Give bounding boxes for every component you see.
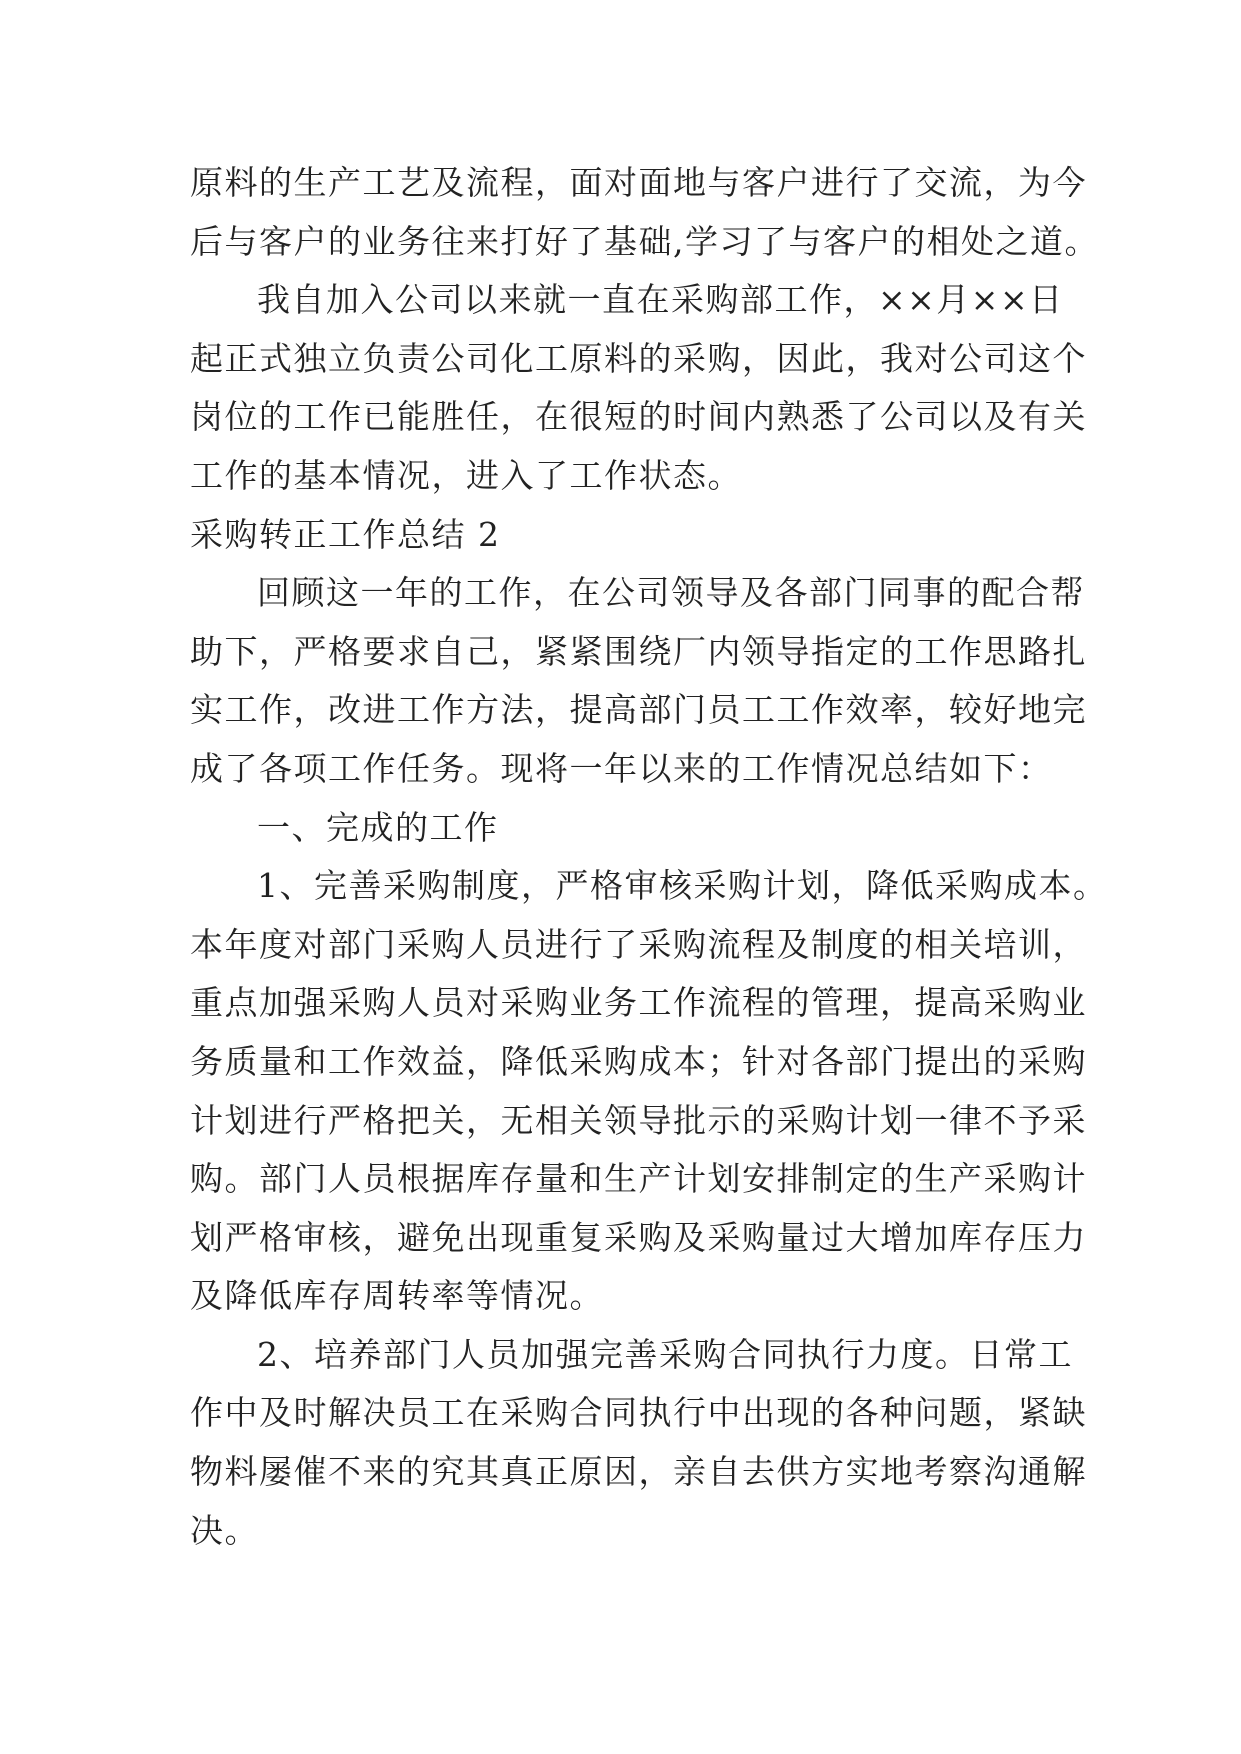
text-line: 物料屡催不来的究其真正原因，亲自去供方实地考察沟通解 xyxy=(190,1452,1087,1492)
text-line: 计划进行严格把关，无相关领导批示的采购计划一律不予采 xyxy=(190,1100,1087,1140)
paragraph-start-line: 1、完善采购制度，严格审核采购计划，降低采购成本。 xyxy=(257,866,1108,906)
subsection-heading: 一、完成的工作 xyxy=(257,807,499,847)
text-line: 重点加强采购人员对采购业务工作流程的管理，提高采购业 xyxy=(190,983,1087,1023)
text-line: 岗位的工作已能胜任，在很短的时间内熟悉了公司以及有关 xyxy=(190,397,1087,437)
text-line: 原料的生产工艺及流程，面对面地与客户进行了交流，为今 xyxy=(190,163,1087,202)
text-line: 成了各项工作任务。现将一年以来的工作情况总结如下： xyxy=(190,748,1053,788)
paragraph-start-line: 2、培养部门人员加强完善采购合同执行力度。日常工 xyxy=(257,1334,1073,1374)
text-line: 购。部门人员根据库存量和生产计划安排制定的生产采购计 xyxy=(190,1159,1087,1199)
section-title: 采购转正工作总结 2 xyxy=(190,514,501,554)
text-line: 工作的基本情况，进入了工作状态。 xyxy=(190,455,742,495)
text-line: 助下，严格要求自己，紧紧围绕厂内领导指定的工作思路扎 xyxy=(190,631,1087,671)
text-line: 起正式独立负责公司化工原料的采购，因此，我对公司这个 xyxy=(190,338,1087,378)
text-line: 划严格审核，避免出现重复采购及采购量过大增加库存压力 xyxy=(190,1217,1087,1257)
text-line: 本年度对部门采购人员进行了采购流程及制度的相关培训， xyxy=(190,924,1087,964)
text-line: 及降低库存周转率等情况。 xyxy=(190,1276,604,1316)
text-line: 实工作，改进工作方法，提高部门员工工作效率，较好地完 xyxy=(190,690,1087,730)
paragraph-start-line: 我自加入公司以来就一直在采购部工作，××月××日 xyxy=(257,280,1064,320)
text-line: 后与客户的业务往来打好了基础,学习了与客户的相处之道。 xyxy=(190,221,1099,261)
paragraph-start-line: 回顾这一年的工作，在公司领导及各部门同事的配合帮 xyxy=(257,573,1085,613)
text-line: 决。 xyxy=(190,1510,259,1550)
text-line: 务质量和工作效益，降低采购成本；针对各部门提出的采购 xyxy=(190,1041,1087,1081)
document-body xyxy=(190,154,1108,1560)
text-line: 作中及时解决员工在采购合同执行中出现的各种问题，紧缺 xyxy=(190,1393,1087,1433)
